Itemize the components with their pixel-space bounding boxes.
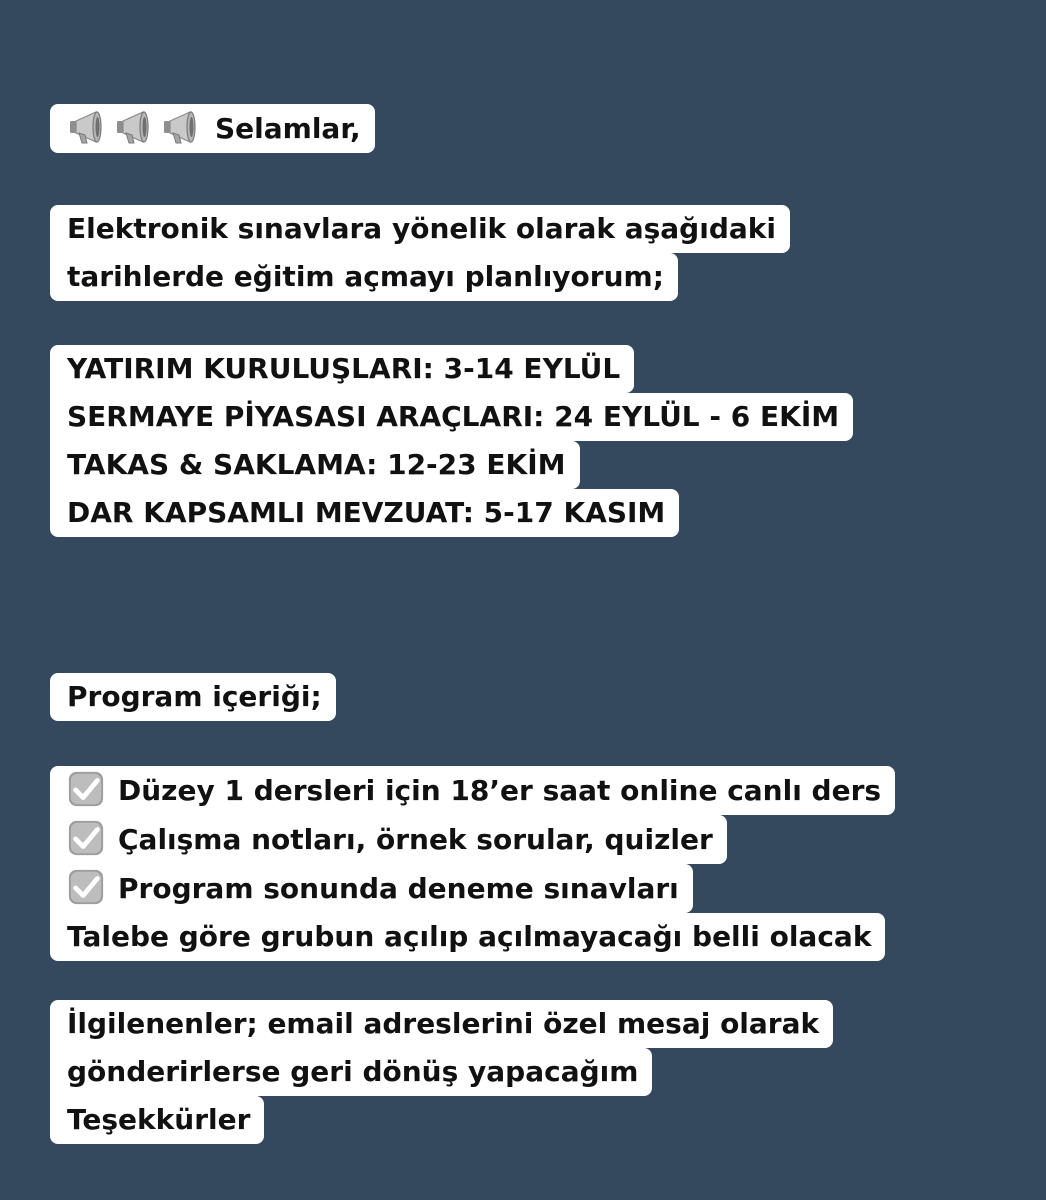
schedule-message [50,345,853,537]
program-item-text: Çalışma notları, örnek sorular, quizler [118,823,713,856]
program-heading-message [50,673,336,721]
checkbox-checked-icon [67,868,105,906]
intro-line: Elektronik sınavlara yönelik olarak aşağıdaki [50,205,790,253]
schedule-line: DAR KAPSAMLI MEVZUAT: 5-17 KASIM [50,489,679,537]
checkbox-checked-icon [67,819,105,857]
schedule-line: YATIRIM KURULUŞLARI: 3-14 EYLÜL [50,345,634,393]
megaphone-icon [114,107,154,147]
checkbox-checked-icon [67,770,105,808]
program-items-message [50,766,895,961]
closing-line: gönderirlerse geri dönüş yapacağım [50,1048,652,1096]
greeting-text: Selamlar, [215,112,361,145]
program-item [50,864,693,913]
schedule-line: SERMAYE PİYASASI ARAÇLARI: 24 EYLÜL - 6 EKİM [50,393,853,441]
closing-line: Teşekkürler [50,1096,264,1144]
greeting-message [50,104,375,153]
program-item [50,766,895,815]
closing-message [50,1000,833,1144]
program-item [50,815,727,864]
megaphone-icon [161,107,201,147]
program-item-text: Düzey 1 dersleri için 18’er saat online canlı ders [118,774,882,807]
greeting-line [50,104,375,153]
megaphone-icon [67,107,107,147]
program-item-text: Program sonunda deneme sınavları [118,872,679,905]
program-note: Talebe göre grubun açılıp açılmayacağı belli olacak [50,913,885,961]
closing-line: İlgilenenler; email adreslerini özel mesaj olarak [50,1000,833,1048]
program-heading: Program içeriği; [50,673,336,721]
schedule-line: TAKAS & SAKLAMA: 12-23 EKİM [50,441,580,489]
intro-line: tarihlerde eğitim açmayı planlıyorum; [50,253,678,301]
intro-message [50,205,790,301]
